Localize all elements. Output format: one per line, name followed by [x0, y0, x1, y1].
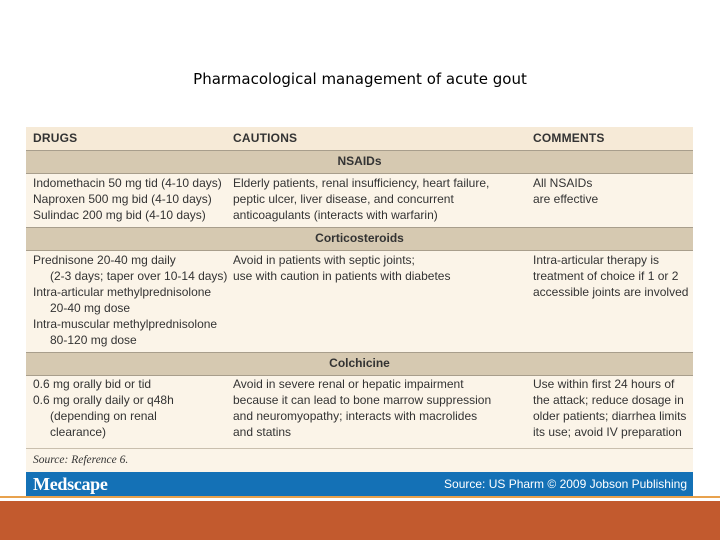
accent-rule [0, 496, 720, 498]
gout-drug-table [26, 127, 693, 496]
comment-line: Intra-articular therapy is [533, 253, 660, 267]
colchicine-comments-cell [533, 376, 686, 440]
caution-line: Elderly patients, renal insufficiency, heart failure, [233, 176, 490, 190]
corticosteroids-comments-cell [533, 252, 688, 300]
group-band-colchicine [26, 352, 693, 376]
drug-line: 0.6 mg orally daily or q48h [33, 393, 174, 407]
comment-line: All NSAIDs [533, 176, 593, 190]
comment-line: treatment of choice if 1 or 2 [533, 269, 679, 283]
caution-line: peptic ulcer, liver disease, and concurrent [233, 192, 454, 206]
header-comments: COMMENTS [533, 131, 605, 145]
drug-line: clearance) [50, 425, 107, 439]
source-note: Source: Reference 6. [33, 454, 129, 466]
group-label: Colchicine [329, 356, 390, 370]
footer-source-credit: Source: US Pharm © 2009 Jobson Publishing [444, 477, 687, 491]
drug-line: Prednisone 20-40 mg daily [33, 253, 176, 267]
drug-line: 80-120 mg dose [50, 333, 137, 347]
comment-line: are effective [533, 192, 599, 206]
source-divider [26, 448, 693, 449]
group-band-corticosteroids [26, 227, 693, 251]
caution-line: and neuromyopathy; interacts with macrolides [233, 409, 478, 423]
drug-line: Intra-muscular methylprednisolone [33, 317, 218, 331]
caution-line: because it can lead to bone marrow suppression [233, 393, 492, 407]
nsaids-drugs-cell [33, 175, 222, 223]
drug-line: 0.6 mg orally bid or tid [33, 377, 152, 391]
colchicine-cautions-cell [233, 376, 491, 440]
comment-line: older patients; diarrhea limits [533, 409, 687, 423]
nsaids-comments-cell [533, 175, 598, 207]
group-band-nsaids [26, 150, 693, 174]
comment-line: Use within first 24 hours of [533, 377, 675, 391]
colchicine-drugs-cell [33, 376, 174, 440]
caution-line: and statins [233, 425, 292, 439]
header-cautions: CAUTIONS [233, 131, 298, 145]
group-label: Corticosteroids [315, 231, 404, 245]
nsaids-cautions-cell [233, 175, 489, 223]
header-drugs: DRUGS [33, 131, 78, 145]
drug-line: Naproxen 500 mg bid (4-10 days) [33, 192, 212, 206]
caution-line: Avoid in patients with septic joints; [233, 253, 415, 267]
bottom-bar [0, 501, 720, 540]
table-header-row [26, 127, 693, 152]
drug-line: Indomethacin 50 mg tid (4-10 days) [33, 176, 222, 190]
comment-line: the attack; reduce dosage in [533, 393, 684, 407]
caution-line: Avoid in severe renal or hepatic impairment [233, 377, 464, 391]
group-label: NSAIDs [337, 154, 382, 168]
corticosteroids-cautions-cell [233, 252, 450, 284]
drug-line: Intra-articular methylprednisolone [33, 285, 212, 299]
comment-line: its use; avoid IV preparation [533, 425, 682, 439]
caution-line: use with caution in patients with diabetes [233, 269, 451, 283]
caution-line: anticoagulants (interacts with warfarin) [233, 208, 438, 222]
drug-line: 20-40 mg dose [50, 301, 131, 315]
medscape-footer-bar [26, 472, 693, 496]
comment-line: accessible joints are involved [533, 285, 689, 299]
drug-line: (depending on renal [50, 409, 157, 423]
corticosteroids-drugs-cell [33, 252, 227, 348]
drug-line: (2-3 days; taper over 10-14 days) [50, 269, 228, 283]
slide-title: Pharmacological management of acute gout [193, 70, 527, 88]
drug-line: Sulindac 200 mg bid (4-10 days) [33, 208, 206, 222]
medscape-logo: Medscape [33, 474, 108, 494]
